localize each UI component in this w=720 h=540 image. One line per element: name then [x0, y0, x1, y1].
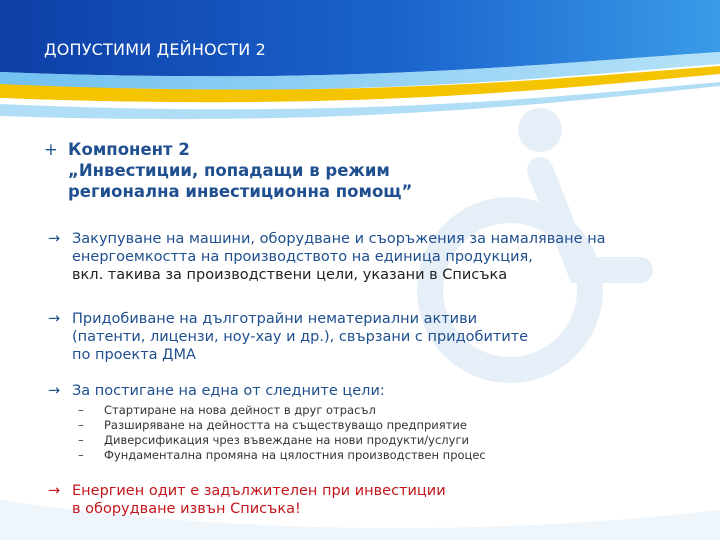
list-item: – Фундаментална промяна на цялостния производствен процес	[78, 448, 486, 462]
bullet-machinery	[48, 230, 688, 284]
bullet-line: по проекта ДМА	[72, 347, 196, 363]
bullet-goals	[48, 382, 688, 400]
bullet-line: Енергиен одит е задължителен при инвестиции	[72, 483, 446, 499]
bullet-line: Закупуване на машини, оборудване и съоръжения за намаляване на	[72, 231, 606, 247]
list-item: – Диверсификация чрез въвеждане на нови продукти/услуги	[78, 433, 469, 447]
component-line-1: Компонент 2	[68, 140, 190, 159]
component-line-2: „Инвестиции, попадащи в режим	[68, 161, 390, 180]
arrow-right-icon: →	[48, 311, 61, 327]
bullet-line: Придобиване на дълготрайни нематериални активи	[72, 311, 478, 327]
arrow-right-icon: →	[48, 231, 61, 247]
component-heading	[44, 139, 604, 202]
arrow-right-icon: →	[48, 383, 61, 399]
arrow-right-icon: →	[48, 483, 61, 499]
bullet-line: (патенти, лицензи, ноу-хау и др.), свързани с придобитите	[72, 329, 529, 345]
bullet-intangible-assets	[48, 310, 688, 364]
bullet-line: За постигане на една от следните цели:	[72, 383, 385, 399]
page-title: ДОПУСТИМИ ДЕЙНОСТИ 2	[44, 40, 267, 59]
bullet-line: в оборудване извън Списъка!	[72, 501, 301, 517]
goals-list	[78, 403, 598, 463]
list-item: – Стартиране на нова дейност в друг отрасъл	[78, 403, 376, 417]
plus-marker: +	[44, 140, 58, 159]
bullet-energy-audit-warning	[48, 482, 688, 518]
bullet-line: вкл. такива за производствени цели, указани в Списъка	[72, 267, 508, 283]
list-item: – Разширяване на дейността на съществуващо предприятие	[78, 418, 467, 432]
bullet-line: енергоемкостта на производството на единица продукция,	[72, 249, 533, 265]
component-line-3: регионална инвестиционна помощ”	[68, 182, 413, 201]
